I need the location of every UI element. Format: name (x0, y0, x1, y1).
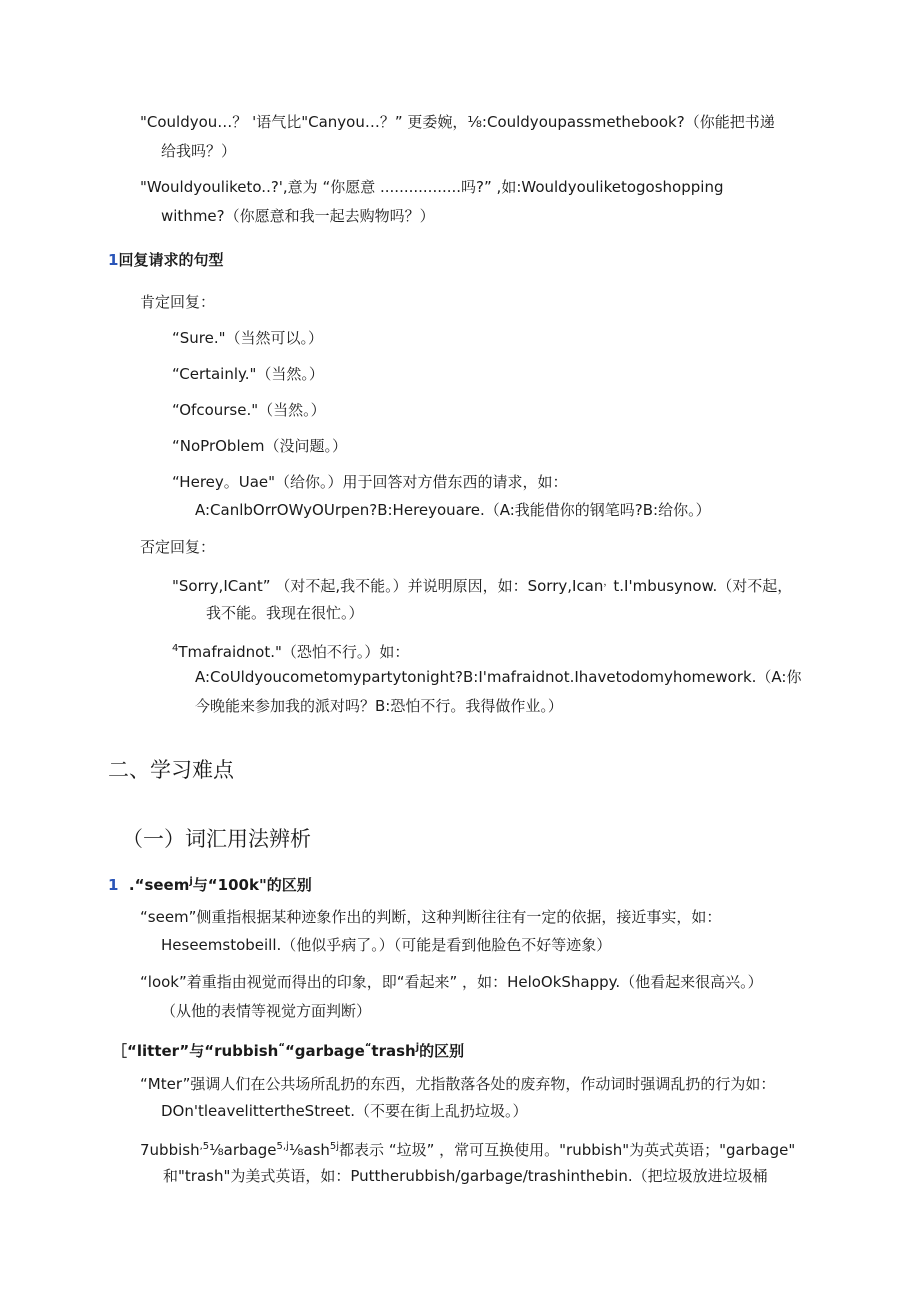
positive-example: A:CanlbOrrOWyOUrpen?B:Hereyouare.（A:我能借你的钢笔吗?B:给你。） (195, 501, 711, 519)
negative-item-2-line2: A:CoUldyoucometomypartytonight?B:I'mafraidnot.Ihavetodomyhomework.（A:你 (195, 668, 802, 686)
litter-title-end: 的区别 (419, 1042, 465, 1060)
positive-item-4: “NoPrOblem（没问题。） (172, 437, 347, 455)
seem-section-number: 1 (108, 876, 119, 894)
litter-section-heading (112, 1038, 464, 1061)
seem-line1: “seem”侧重指根据某种迹象作出的判断，这种判断往往有一定的依据，接近事实，如： (140, 908, 722, 926)
rubbish-c: ⅛ash (288, 1141, 330, 1159)
rubbish-a: 7ubbish (140, 1141, 200, 1159)
p2-line2: withme?（你愿意和我一起去购物吗？） (161, 207, 435, 225)
look-line1: “look”着重指由视觉而得出的印象，即“看起来” ，如：HeloOkShappy.（他看起来很高兴。） (140, 973, 763, 991)
p1-line2: 给我吗？） (161, 142, 237, 160)
reply-section-number: 1 (108, 251, 119, 269)
negative-item-1-text-a: "Sorry,ICant” （对不起,我不能。）并说明原因，如：Sorry,Ican (172, 577, 604, 595)
negative-item-1-line2: 我不能。我现在很忙。） (206, 604, 364, 622)
rubbish-d: 都表示 “垃圾” ，常可互换使用。"rubbish"为英式英语；"garbage" (339, 1141, 796, 1159)
positive-item-1: “Sure."（当然可以。） (172, 329, 324, 347)
rubbish-sup-1: ,5 (199, 1141, 210, 1152)
seem-section-title: .“seem (128, 876, 190, 894)
negative-item-2-text: Tmafraidnot."（恐怕不行。）如： (178, 643, 410, 661)
litter-sup-3: j (415, 1042, 420, 1053)
rubbish-sup-3: 5j (329, 1141, 340, 1152)
positive-item-5: “Herey。Uae"（给你。）用于回答对方借东西的请求，如： (172, 473, 568, 491)
litter-title-3: trash (371, 1042, 416, 1060)
litter-title: “litter”与“rubbish (127, 1042, 279, 1060)
negative-item-1-line1 (172, 573, 792, 596)
litter-line1: “Mter”强调人们在公共场所乱扔的东西，尤指散落各处的废弃物，作动词时强调乱扔的行为如： (140, 1075, 776, 1093)
positive-label: 肯定回复： (140, 293, 216, 311)
p1-line1: "Couldyou…？ '语气比"Canyou…？” 更委婉，⅛:Couldyoupassmethebook?（你能把书递 (140, 113, 775, 131)
seem-title-rest: 与“100k"的区别 (192, 876, 312, 894)
negative-label: 否定回复： (140, 538, 216, 556)
rubbish-sup-2: 5,j (276, 1141, 289, 1152)
rubbish-line1 (140, 1137, 795, 1160)
rubbish-line2: 和"trash"为美式英语，如：Puttherubbish/garbage/trashinthebin.（把垃圾放进垃圾桶 (163, 1167, 768, 1185)
litter-bracket: ［ (112, 1042, 128, 1060)
negative-item-2-sup: 4 (172, 643, 179, 654)
seem-title-sup: j (189, 876, 193, 887)
positive-item-2: “Certainly."（当然。） (172, 365, 324, 383)
negative-item-2-line3: 今晚能来参加我的派对吗？B:恐怕不行。我得做作业。） (195, 697, 563, 715)
reply-section-title: 回复请求的句型 (118, 251, 224, 269)
p2-line1: "Wouldyouliketo..?',意为 “你愿意 .................吗?” ,如:Wouldyouliketogoshopping (140, 178, 724, 196)
heading-vocabulary: （一）词汇用法辨析 (122, 827, 311, 851)
look-line2: （从他的表情等视觉方面判断） (161, 1002, 372, 1020)
litter-title-2: “garbage (284, 1042, 365, 1060)
litter-sup-2: “ (364, 1042, 372, 1053)
rubbish-b: ⅛arbage (209, 1141, 277, 1159)
litter-line2: DOn'tleavelittertheStreet.（不要在街上乱扔垃圾。） (161, 1102, 528, 1120)
litter-sup-1: “ (278, 1042, 285, 1053)
negative-item-1-text-b: t.I'mbusynow.（对不起， (613, 577, 793, 595)
seem-section-heading (108, 872, 312, 895)
seem-line2: Heseemstobeill.（他似乎病了。）（可能是看到他脸色不好等迹象） (161, 936, 612, 954)
positive-item-3: “Ofcourse."（当然。） (172, 401, 326, 419)
reply-section-heading (108, 250, 223, 270)
heading-learning-difficulties: 二、学习难点 (108, 758, 234, 782)
negative-item-2-line1 (172, 639, 409, 662)
negative-item-1-mark: ， (603, 577, 614, 588)
